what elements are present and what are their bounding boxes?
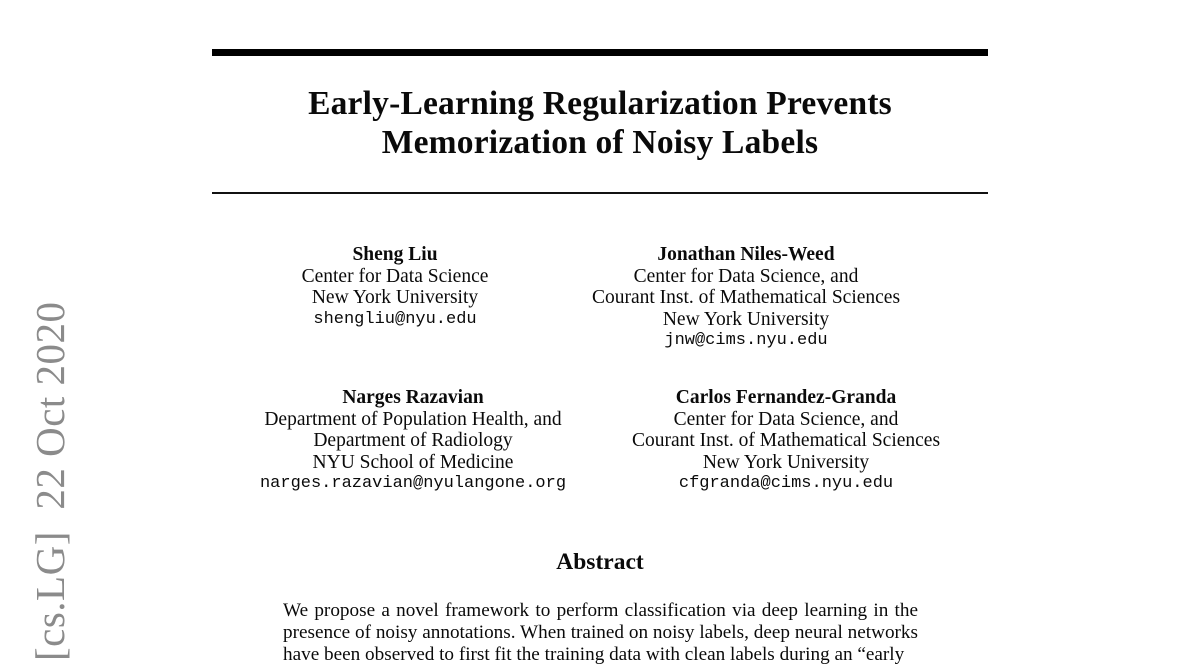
author-email: shengliu@nyu.edu [313, 309, 477, 329]
author-affiliation-line: New York University [311, 287, 479, 308]
author-email: jnw@cims.nyu.edu [664, 331, 828, 350]
author-affiliation-line: Center for Data Science, and [673, 408, 899, 430]
author-email: narges.razavian@nyulangone.org [259, 474, 567, 493]
author-block-sheng-liu [201, 244, 589, 352]
author-affiliation-line: Center for Data Science [301, 265, 489, 287]
author-block-carlos-fernandez-granda [592, 387, 980, 495]
abstract-paragraph [283, 600, 918, 666]
author-affiliation-line: Courant Inst. of Mathematical Sciences [591, 287, 901, 308]
author-name: Narges Razavian [342, 387, 484, 408]
author-affiliation-line: New York University [662, 308, 830, 330]
arxiv-sidebar-stamp: [cs.LG] 22 Oct 2020 [27, 301, 73, 661]
author-affiliation-line: Courant Inst. of Mathematical Sciences [631, 430, 941, 451]
author-name: Sheng Liu [352, 244, 438, 265]
paper-title [212, 84, 988, 162]
author-block-jonathan-niles-weed [552, 244, 940, 352]
author-name: Carlos Fernandez-Granda [675, 387, 897, 408]
paper-title-line-2: Memorization of Noisy Labels [381, 124, 819, 161]
author-affiliation-line: Department of Population Health, and [264, 408, 562, 430]
abstract-line: have been observed to first fit the training data with clean labels during an “early [283, 644, 905, 665]
paper-title-line-1: Early-Learning Regularization Prevents [308, 85, 892, 122]
author-block-narges-razavian [219, 387, 607, 495]
author-email: cfgranda@cims.nyu.edu [678, 474, 894, 493]
author-name: Jonathan Niles-Weed [657, 244, 835, 265]
authors-row-2 [212, 387, 988, 495]
top-thick-rule [212, 49, 988, 56]
author-affiliation-line: NYU School of Medicine [312, 451, 514, 473]
abstract-line: presence of noisy annotations. When trained on noisy labels, deep neural networks [283, 622, 918, 643]
abstract-line: We propose a novel framework to perform classification via deep learning in the [283, 600, 918, 621]
author-affiliation-line: Department of Radiology [313, 430, 513, 451]
title-separator-rule [212, 192, 988, 194]
author-affiliation-line: New York University [702, 451, 870, 473]
abstract-heading: Abstract [556, 549, 644, 575]
authors-row-1 [212, 244, 988, 352]
author-affiliation-line: Center for Data Science, and [633, 265, 859, 287]
